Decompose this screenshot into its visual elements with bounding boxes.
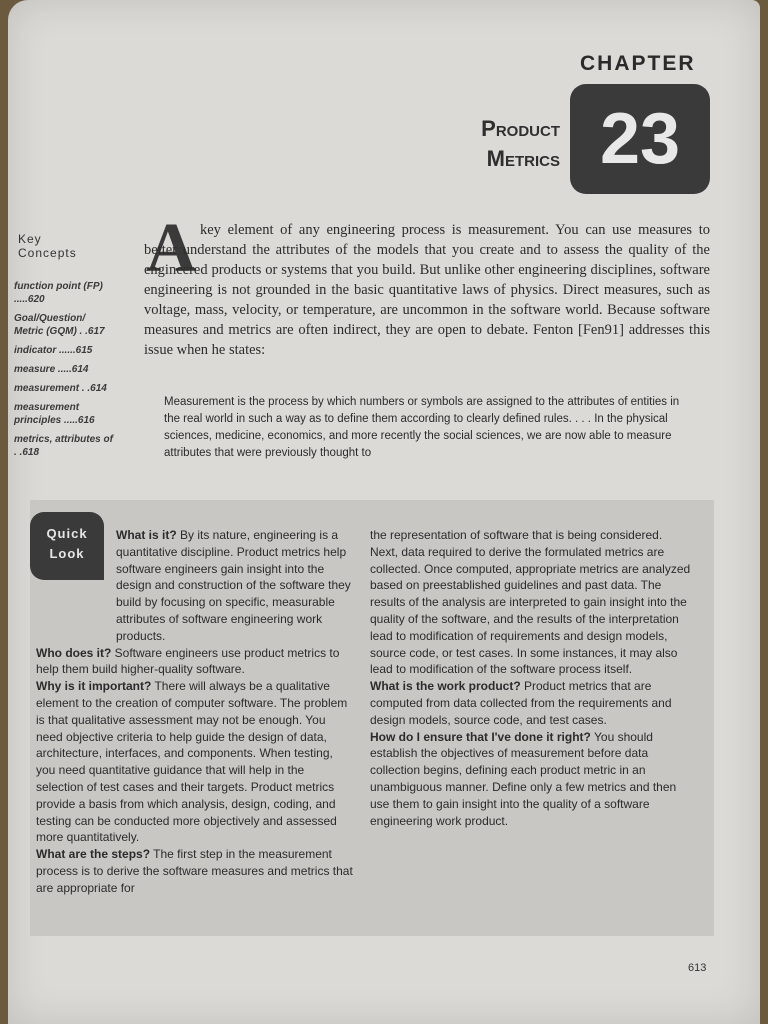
quick-look-entry: [370, 527, 692, 678]
chapter-title-line1: Product: [481, 116, 560, 141]
block-quote: Measurement is the process by which numbers or symbols are assigned to the attributes of entities in the real world in such a way as to define them according to clearly defined rules. . . . In the physical sciences, medicine, economics, and more recently the social sciences, we are now able to measure attributes that were previously thought to: [164, 396, 680, 459]
quick-look-answer: the representation of software that is being considered. Next, data required to derive the formulated metrics are collected. Once computed, appropriate metrics are analyzed based on preestablished guidelines and past data. The results of the analysis are interpreted to gain insight into the quality of the software, and the results of the interpretation lead to modification of requirements and design models, source code, or test cases. In some instances, it may also lead to modification of the software process itself.: [370, 528, 691, 677]
key-concept-item: metrics, attributes of . .618: [14, 434, 113, 458]
key-concept-item: indicator ......615: [14, 345, 93, 356]
key-concepts-list: [14, 280, 114, 465]
quick-look-answer: There will always be a qualitative element to the creation of computer software. The problem is that qualitative assessment may not be enough. You need objective criteria to help guide the design of data, architecture, interfaces, and components. When testing, you need quantitative guidance that will help in the selection of test cases and their targets. Product metrics provide a basis from which analysis, design, coding, and testing can be conducted more objectively and assessed more quantitatively.: [36, 679, 348, 845]
chapter-title-line2: Metrics: [486, 146, 560, 171]
key-concept-item: measurement principles .....616: [14, 402, 95, 426]
key-concepts-heading-line1: Key: [18, 232, 42, 246]
quick-look-question: What is it?: [116, 528, 177, 542]
page-number: 613: [688, 962, 707, 974]
key-concept-item: measure .....614: [14, 364, 89, 375]
quick-look-answer: You should establish the objectives of measurement before data collection begins, defining each product metric in an unambiguous manner. Define only a few metrics and then use them to gain insight into the quality of a software engineering work product.: [370, 729, 677, 828]
quick-look-left-column: [36, 527, 354, 897]
drop-cap: A: [146, 210, 197, 287]
key-concept-item: Goal/Question/ Metric (GQM) . .617: [14, 313, 105, 337]
chapter-number: 23: [570, 84, 710, 194]
quick-look-entry: [36, 846, 354, 896]
intro-paragraph: [144, 220, 710, 360]
quick-look-question: Who does it?: [36, 645, 112, 660]
quick-look-entry: [36, 645, 354, 679]
quick-look-entry: [370, 678, 692, 728]
key-concepts-heading-line2: Concepts: [18, 246, 77, 260]
quick-look-question: Why is it important?: [36, 679, 152, 694]
quick-look-question: What is the work product?: [370, 679, 521, 694]
quick-look-badge-line2: Look: [49, 546, 85, 561]
quick-look-right-column: [370, 527, 692, 829]
quick-look-question: How do I ensure that I've done it right?: [370, 729, 591, 744]
quick-look-question: What are the steps?: [36, 847, 151, 862]
quick-look-answer: By its nature, engineering is a quantitative discipline. Product metrics help software engineers gain insight into the design and construction of the software they build by focusing on specific, measurable attributes of software engineering work products.: [116, 528, 351, 643]
quick-look-answer: Software engineers use product metrics to help them build higher-quality software.: [36, 645, 340, 677]
chapter-label: CHAPTER: [580, 52, 696, 75]
key-concept-item: measurement . .614: [14, 383, 107, 394]
quick-look-entry: [36, 678, 354, 846]
key-concepts-heading: [18, 232, 118, 260]
intro-text: key element of any engineering process is measurement. You can use measures to better understand the attributes of the models that you create and to assess the quality of the engineered products or systems that you build. But unlike other engineering disciplines, software engineering is not grounded in the basic quantitative laws of physics. Direct measures, such as voltage, mass, velocity, or temperature, are uncommon in the software world. Because software measures and metrics are often indirect, they are open to debate. Fenton [Fen91] addresses this issue when he states:: [144, 222, 710, 358]
key-concept-item: function point (FP) .....620: [14, 281, 103, 305]
quick-look-answer: The first step in the measurement process is to derive the software measures and metrics that are appropriate for: [36, 847, 353, 895]
quick-look-answer: Product metrics that are computed from data collected from the requirements and design models, source code, and test cases.: [370, 679, 672, 727]
quick-look-badge-line1: Quick: [46, 526, 88, 541]
chapter-title: [420, 114, 560, 174]
quick-look-entry: [370, 729, 692, 830]
quick-look-entry: [36, 527, 354, 645]
